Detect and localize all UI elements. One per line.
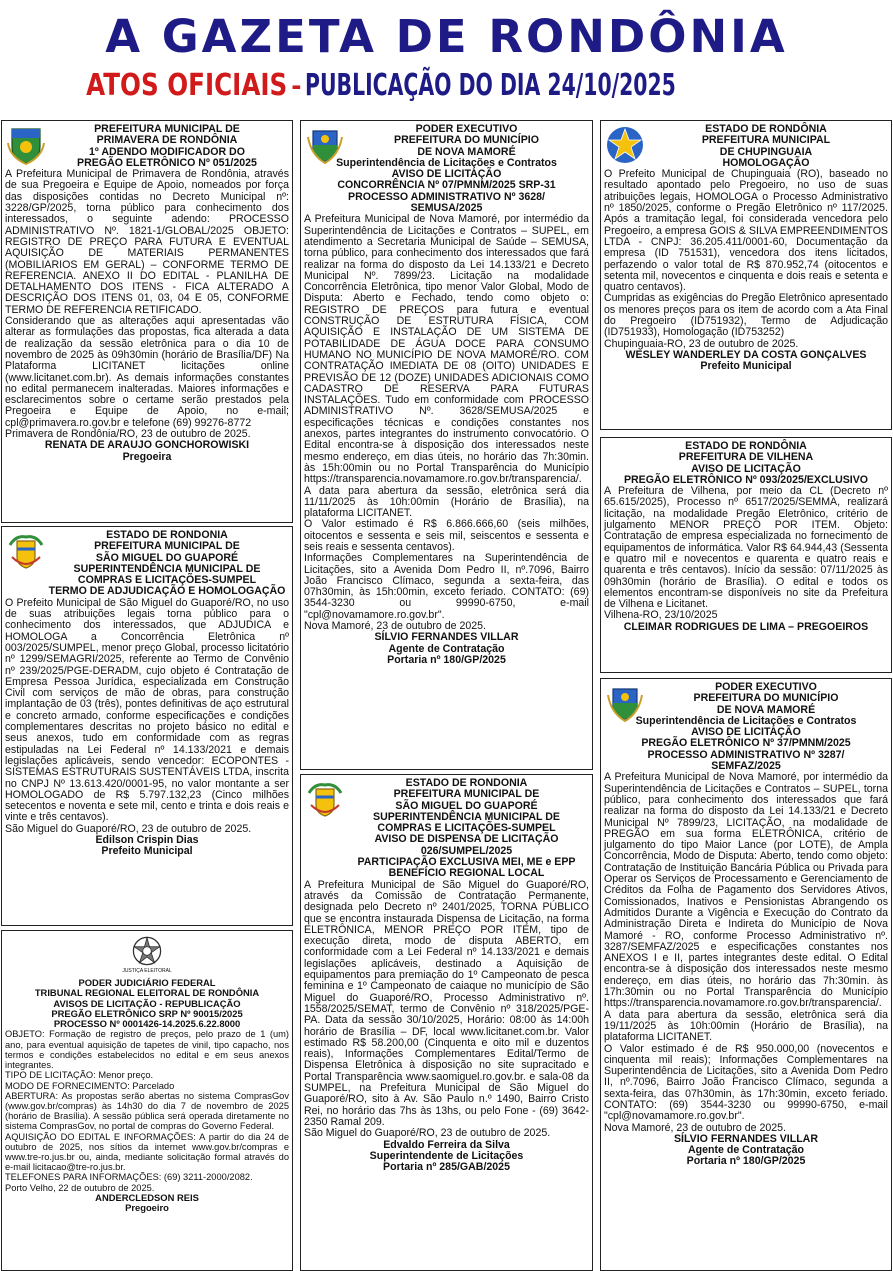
notice-signature xyxy=(5,1193,289,1213)
notice-header: PODER JUDICIÁRIO FEDERAL TRIBUNAL REGIONAL ELEITORAL DE RONDÔNIA AVISOS DE LICITAÇÃO - REPUBLICAÇÃO PREGÃO ELETRÔNICO SRP Nº 90015/2025 PROCESSO Nº 0001426-14.2025.6.22.8000 xyxy=(34,977,260,1030)
notice-signature xyxy=(5,835,289,858)
notice-body: O Prefeito Municipal de Chupinguaia (RO), baseado no resultado apontado pelo Pregoeiro, no uso de suas atribuições legais, HOMOLOGA o Processo Administrativo nº 1850/2025, conforme o Pregão Eletrônico nº 117/2025. Após a tramitação legal, foi considerada vencedora pelo Pregoeiro, a empresa GOIS & SILVA EMPREENDIMENTOS LTDA - CNPJ: 36.205.411/0001-60, Documentação da empresa (ID 751531), vencedora dos itens licitados, perfazendo o valor total de R$ 870.952,74 (oitocentos e setenta mil, novecentos e cinquenta e dois reais e setenta e quatro centavos). Cumpridas as exigências do Pregão Eletrônico apresentado os menores preços para os item de acordo com a Ata Final do Pregoeiro (ID751932), Termo de Adjudicação (ID751933), Homologação (ID753252) Chupinguaia-RO, 23 de outubro de 2025. xyxy=(604,168,888,350)
publication-date: PUBLICAÇÃO DO DIA 24/10/2025 xyxy=(305,68,677,103)
notice-signature xyxy=(604,350,888,373)
republic-emblem-icon xyxy=(130,934,164,968)
notice-body: O Prefeito Municipal de São Miguel do Guaporé/RO, no uso de suas atribuições legais torna público para o conhecimento dos interessados, que ADJUDICA e HOMOLOGA a Concorrência Eletrônica nº 003/2025/SUMPEL, menor preço Global, processo licitatório nº 1299/SEMAGRI/2025, referente ao Termo de Convênio nº 239/2025/PGE-DERADM, cujo objeto é Contratação de Empresa Pessoa Jurídica, especializada em Construção Civil com serviços de mão de obras, para construção implantação de 03 (três), pontes definitivas de aço estrutural e concreto armado, conforme especificações e condições complementares descritas no projeto básico no edital e seus anexos, tudo em conformidade com as regras estipuladas na Lei Federal nº 14.133/2021 e demais legislações aplicáveis, sendo vencedor: ECOPONTES - SISTEMAS ESTRUTURAIS SUSTENTÁVEIS LTDA, inscrita no CNPJ Nº 13.613.420/0001-95, no valor montante a ser HOMOLOGADO de R$ 5.797.132,23 (Cinco milhões setecentos e noventa e sete mil, cento e trinta e dois reais e vinte e três centavos). São Miguel do Guaporé/RO, 23 de outubro de 2025. xyxy=(5,596,289,835)
notice-header: ESTADO DE RONDONIA PREFEITURA MUNICIPAL DE SÃO MIGUEL DO GUAPORÉ SUPERINTENDÊNCIA MUNICIPAL DE COMPRAS E LICITAÇÕES-SUMPEL TERMO DE ADJUDICAÇÃO E HOMOLOGAÇÃO xyxy=(48,529,286,598)
notice-signature xyxy=(604,622,888,633)
notice-vilhena xyxy=(600,437,892,673)
signature-role: Pregoeiro xyxy=(125,1201,169,1213)
saomiguel-coat-of-arms-icon xyxy=(305,779,345,819)
publication-line xyxy=(0,68,893,103)
signature-name: WESLEY WANDERLEY DA COSTA GONÇALVES xyxy=(625,348,867,361)
signature-name: SÍLVIO FERNANDES VILLAR xyxy=(673,1132,818,1145)
notice-signature xyxy=(304,632,589,666)
saomiguel-coat-of-arms-icon xyxy=(6,531,46,571)
emblem-caption: JUSTIÇA ELEITORAL xyxy=(122,968,172,974)
novamamore-coat-of-arms-icon xyxy=(605,683,645,723)
signature-role: Prefeito Municipal xyxy=(101,845,193,858)
notice-body: A Prefeitura Municipal de Primavera de Rondônia, através de sua Pregoeira e Equipe de Apoio, nomeados por força das disposições contidas no Decreto Municipal nº: 3228/GP/2025, torna público para conhecimento dos interessados, o seguinte adendo: PROCESSO ADMINISTRATIVO Nº. 1821-1/GLOBAL/2025 OBJETO: REGISTRO DE PREÇO PARA FUTURA E EVENTUAL AQUISIÇÃO DE MATERIAIS PERMANENTES (MOBILIARIOS EM GERAL) – CONFORME TERMO DE REFERENCIA. ANEXO II DO EDITAL - PLANILHA DE DETALHAMENTO DOS ITENS - FICA ALTERADO A DESCRIÇÃO DOS ITENS 01, 03, 04 E 05, CONFORME TERMO DE REFERENCIA RETIFICADO. Considerando que as alterações aqui apresentadas vão alterar as formulações das propostas, fica alterada a data de realização da sessão eletrônica para o dia 10 de novembro de 2025 às 09h30min (horário de Brasília/DF) Na Plataforma LICITANET licitações online (www.licitanet.com.br). As demais informações constantes no edital permanecem inalteradas. Maiores informações e esclarecimentos sobre o certame serão prestados pela Pregoeira e Equipe de Apoio, no e-mail; cpl@primavera.ro.gov.br e telefone (69) 99276-8772 Primavera de Rondônia/RO, 23 de outubro de 2025. xyxy=(5,168,289,441)
notice-signature xyxy=(304,1140,589,1174)
notice-body: A Prefeitura Municipal de São Miguel do Guaporé/RO, através da Comissão de Contratação Permanente, designada pelo Decreto nº 2401/2025, TORNA PÚBLICO que se encontra instaurada Dispensa de Licitação, na forma ELETRÔNICA, MENOR PREÇO POR ITEM, tipo de execução direta, modo de disputa ABERTO, em conformidade com a Lei Federal nº 14.133/2021 e demais legislações aplicáveis, destinado a Aquisição de equipamentos para premiação do 1º Campeonato de pesca feminina e 1º Campeonato de caiaque no município de São Miguel do Guaporé/RO, Processo Administrativo nº. 1558/2025/SEMAT, termo de Convênio nº 318/2025/PGE-PA. Data da sessão 30/10/2025, Horário: 08:00 às 14:00h horário de Brasília – DF, local www.licitanet.com.br. Valor estimado R$ 58.200,00 (Cinquenta e oito mil e duzentos reais), Informações Complementares Edital/Termo de Dispensa Eletrônica à disposição no site supracitado e Portal Transparência www.saomiguel.ro.gov.br. e sala-08 da SUMPEL, na Prefeitura Municipal de São Miguel do Guaporé/RO, sito à Av. São Paulo n.º 1490, Bairro Cristo Rei, no horário das 7hs às 13hs, ou pelo Fone - (69) 3642-2350 Ramal 209. São Miguel do Guaporé/RO, 23 de outubro de 2025. xyxy=(304,878,589,1140)
notice-saomiguel-dispensa xyxy=(300,774,593,1271)
notice-header: ESTADO DE RONDONIA PREFEITURA MUNICIPAL DE SÃO MIGUEL DO GUAPORÉ SUPERINTENDÊNCIA MUNICIPAL DE COMPRAS E LICITAÇÕES-SUMPEL AVISO DE DISPENSA DE LICITAÇÃO 026/SUMPEL/2025 PARTICIPAÇÃO EXCLUSIVA MEI, ME e EPP BENEFÍCIO REGIONAL LOCAL xyxy=(357,777,576,880)
notice-chupinguaia xyxy=(600,120,892,430)
newspaper-title: A GAZETA DE RONDÔNIA xyxy=(105,10,788,63)
signature-name: ANDERCLEDSON REIS xyxy=(95,1191,199,1203)
notice-signature xyxy=(604,1134,888,1168)
notice-header: PREFEITURA MUNICIPAL DE PRIMAVERA DE RONDÔNIA 1º ADENDO MODIFICADOR DO PREGÃO ELETRÔNICO Nº 051/2025 xyxy=(77,123,257,169)
atos-oficiais-label: ATOS OFICIAIS xyxy=(86,68,288,103)
signature-name: CLEIMAR RODRIGUES DE LIMA – PREGOEIROS xyxy=(623,620,869,633)
notice-body: A Prefeitura de Vilhena, por meio da CL (Decreto nº 65.615/2025), Processo nº 6517/2025/SEMMA, realizará licitação, na modalidade Pregão Eletrônico, critério de julgamento MENOR PREÇO POR ITEM. Objeto: Contratação de empresa especializada no fornecimento de equipamentos de informática. Valor R$ 64.944,43 (Sessenta e quatro mil e novecentos e quarenta e quatro reais e quarenta e três centavos). Início da sessão: 07/11/2025 às 09h30min (horário de Brasília). O edital e todos os elementos encontram-se disponíveis no site da Prefeitura de Vilhena e Licitanet. Vilhena-RO, 23/10/2025 xyxy=(604,485,888,622)
notice-header: PODER EXECUTIVO PREFEITURA DO MUNICÍPIO DE NOVA MAMORÉ xyxy=(693,681,839,716)
notice-novamamore-saude xyxy=(300,120,593,770)
notice-body: OBJETO: Formação de registro de preços, pelo prazo de 1 (um) ano, para eventual aquisição de tapetes de vinil, tipo capacho, nos termos e condições estabelecidos no edital e em seus anexos integrantes. TIPO DE LICITAÇÃO: Menor preço. MODO DE FORNECIMENTO: Parcelado ABERTURA: As propostas serão abertas no sistema ComprasGov (www.gov.br/compras) às 14h30 do dia 7 de novembro de 2025 (horário de Brasília). A sessão pública será operada diretamente no sistema ComprasGov, no portal de compras do Governo Federal. AQUISIÇÃO DO EDITAL E INFORMAÇÕES: A partir do dia 24 de outubro de 2025, nos sítios da internet www.gov.br/compras e www.tre-ro.jus.br ou, ainda, mediante solicitação formal através do e-mail licitacao@tre-ro.jus.br. TELEFONES PARA INFORMAÇÕES: (69) 3211-2000/2082. Porto Velho, 22 de outubro de 2025. xyxy=(5,1029,289,1193)
signature-portaria: Portaria nº 285/GAB/2025 xyxy=(383,1161,510,1174)
notice-subheader: Superintendência de Licitações e Contratos AVISO DE LICITAÇÃO PREGÃO ELETRÔNICO Nº 37/PMNM/2025 PROCESSO ADMINISTRATIVO Nº 3287/ SEMFAZ/2025 xyxy=(635,714,857,773)
signature-name: Edvaldo Ferreira da Silva xyxy=(383,1138,510,1151)
rondonia-star-flag-icon xyxy=(605,125,645,165)
notice-header: ESTADO DE RONDÔNIA PREFEITURA MUNICIPAL DE CHUPINGUAIA HOMOLOGAÇÃO xyxy=(701,123,831,169)
signature-role: Pregoeira xyxy=(122,450,172,463)
signature-portaria: Portaria nº 180/GP/2025 xyxy=(387,653,506,666)
notice-saomiguel-adjudicacao xyxy=(1,526,293,926)
signature-role: Agente de Contratação xyxy=(388,642,505,655)
notice-header: PODER EXECUTIVO PREFEITURA DO MUNICÍPIO DE NOVA MAMORÉ xyxy=(394,123,539,158)
signature-name: RENATA DE ARAUJO GONCHOROWISKI xyxy=(44,439,250,452)
notice-primavera xyxy=(1,120,293,523)
notice-novamamore-semfaz xyxy=(600,678,892,1271)
notice-signature xyxy=(5,440,289,463)
notice-body: A Prefeitura Municipal de Nova Mamoré, por intermédio da Superintendência de Licitações e Contratos – SUPEL, torna público, para conhecimento dos interessados que fará realizar na forma do disposto da Lei 14.133/21 e Decreto Municipal Nº 7899/23, LICITAÇÃO, na modalidade de PREGÃO em sua forma ELETRÔNICA, critério de julgamento do tipo Maior Lance (por LOTE), de Ampla Concorrência, Modo de Disputa: Aberto, tendo como objeto: Contratação de Instituição Bancária Pública ou Privada para Operar os Serviços de Processamento e Gerenciamento de Créditos da Folha de Pagamento dos Servidores Ativos, Comissionados, Inativos e Pensionistas Abrangendo os Admitidos Durante a Vigência e Execução do Contrato da Administração Direta e Indireta do Município de Nova Mamoré - RO, conforme Processo Administrativo nº. 3287/SEMFAZ/2025 e especificações constantes nos ANEXOS I e II, partes integrantes deste edital. O Edital encontra-se à disposição dos interessados neste mesmo endereço, em dias úteis, no horário das 7h:30min. às 17h:30min ou no Portal Transparência do Município https://transparencia.novamamore.ro.gov.br/transparencia/. A data para abertura da sessão, eletrônica será dia 19/11/2025 às 10h:00min (Horário de Brasília), na plataforma LICITANET. O Valor estimado é de R$ 950.000,00 (novecentos e cinquenta mil reais); Informações Complementares na Superintendência de Licitações, sito a Avenida Dom Pedro II, nº.7096, Bairro João Francisco Clímaco, segunda a sexta-feira, das 07h30min, às 17h:30min, exceto feriado. CONTATO: (69) 3544-3230 ou 99990-6750, e-mail "cpl@novamamore.ro.gov.br". Nova Mamoré, 23 de outubro de 2025. xyxy=(604,771,888,1134)
primavera-coat-of-arms-icon xyxy=(6,125,46,165)
notice-body: A Prefeitura Municipal de Nova Mamoré, por intermédio da Superintendência de Licitações e Contratos – SUPEL, em atendimento a Secretaria Municipal de Saúde – SEMUSA, torna público, para conhecimento dos interessados que fará realizar na forma do disposto da Lei 14.133/21 e Decreto Municipal Nº. 7899/23. Licitação na modalidade Concorrência Eletrônica, tipo menor Valor Global, Modo de Disputa: Aberto e Fechado, tendo como objeto o: REGISTRO DE PREÇOS para futura e eventual CONSTRUÇÃO DE ESTRUTURA FÍSICA, COM AQUISIÇÃO E INSTALAÇÃO DE UM SISTEMA DE POTABILIDADE DE ÁGUA DOCE PARA CONSUMO HUMANO NO MUNICÍPIO DE NOVA MAMORÉ/RO. COM CONTRATAÇÃO IMEDIATA DE 08 (OITO) UNIDADES E PREVISÃO DE 12 (DOZE) UNIDADES ADICIONAIS COMO CADASTRO DE RESERVA PARA FUTURAS INSTALAÇÕES. Tudo em conformidade com PROCESSO ADMINISTRATIVO Nº. 3628/SEMUSA/2025 e especificações técnicas e condições constantes nos anexos, partes integrantes do instrumento convocatório. O Edital encontra-se à disposição dos interessados neste mesmo endereço, em dias úteis, no horário das 7h:30min. às 15h:00min ou no Portal Transparência do Município https://transparencia.novamamore.ro.gov.br/transparencia/. A data para abertura da sessão, eletrônica será dia 11/11/2025 às 10h:00min (Horário de Brasília), na plataforma LICITANET. O Valor estimado é R$ 6.866.666,60 (seis milhões, oitocentos e sessenta e seis mil, seiscentos e sessenta e seis reais e sessenta centavos). Informações Complementares na Superintendência de Licitações, sito a Avenida Dom Pedro II, nº.7096, Bairro João Francisco Clímaco, segunda a sexta-feira, das 07h30min, às 15h:00min, exceto feriado. CONTATO: (69) 3544-3230 ou 99990-6750, e-mail "cpl@novamamore.ro.gov.br". Nova Mamoré, 23 de outubro de 2025. xyxy=(304,213,589,633)
notice-tre xyxy=(1,930,293,1271)
signature-name: Edilson Crispin Dias xyxy=(95,834,199,847)
separator: - xyxy=(291,69,302,102)
novamamore-coat-of-arms-icon xyxy=(305,125,345,165)
signature-role: Superintendente de Licitações xyxy=(369,1149,524,1162)
signature-role: Prefeito Municipal xyxy=(700,360,792,373)
signature-portaria: Portaria nº 180/GP/2025 xyxy=(686,1155,806,1168)
masthead xyxy=(0,0,893,118)
signature-role: Agente de Contratação xyxy=(688,1144,804,1157)
notice-header: ESTADO DE RONDÔNIA PREFEITURA DE VILHENA AVISO DE LICITAÇÃO PREGÃO ELETRÔNICO Nº 093/2025/EXCLUSIVO xyxy=(623,440,869,486)
notice-subheader: Superintendência de Licitações e Contratos AVISO DE LICITAÇÃO CONCORRÊNCIA Nº 07/PMNM/2025 SRP-31 PROCESSO ADMINISTRATIVO Nº 3628/ SEMUSA/2025 xyxy=(336,156,557,215)
signature-name: SÍLVIO FERNANDES VILLAR xyxy=(374,631,519,644)
